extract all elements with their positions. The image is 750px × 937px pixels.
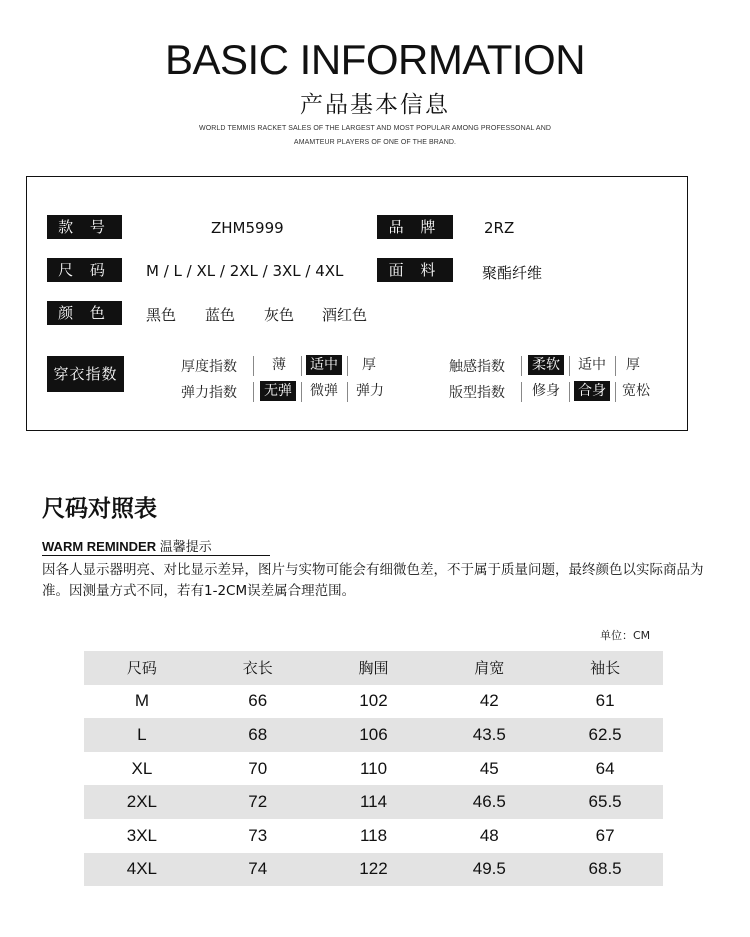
divider xyxy=(42,555,270,556)
divider xyxy=(521,356,522,376)
index-name: 厚度指数 xyxy=(181,359,237,375)
divider xyxy=(301,356,302,376)
size-label: 尺 码 xyxy=(47,258,122,282)
table-cell: 3XL xyxy=(126,825,158,845)
table-cell: 49.5 xyxy=(472,859,506,879)
divider xyxy=(347,382,348,402)
index-option: 厚 xyxy=(362,357,376,373)
table-cell: 2XL xyxy=(126,792,158,812)
table-row xyxy=(84,718,663,752)
index-option: 弹力 xyxy=(356,383,384,399)
table-cell: 73 xyxy=(248,825,268,845)
divider xyxy=(615,382,616,402)
index-option: 薄 xyxy=(272,357,286,373)
table-row xyxy=(84,785,663,819)
page-title: BASIC INFORMATION xyxy=(164,36,586,83)
table-cell: 64 xyxy=(595,758,615,778)
table-header-cell: 肩宽 xyxy=(474,659,505,678)
fabric-value: 聚酯纤维 xyxy=(482,264,543,282)
color-option: 酒红色 xyxy=(322,306,368,324)
warm-reminder-cn: 温馨提示 xyxy=(159,540,212,555)
divider xyxy=(301,382,302,402)
color-label: 颜 色 xyxy=(47,301,122,325)
table-cell: 65.5 xyxy=(588,792,622,812)
table-cell: 68.5 xyxy=(588,859,622,879)
size-chart-title: 尺码对照表 xyxy=(42,496,157,522)
index-option: 厚 xyxy=(626,357,640,373)
index-name: 弹力指数 xyxy=(181,385,237,401)
table-cell: 45 xyxy=(479,758,499,778)
divider xyxy=(253,382,254,402)
index-option: 修身 xyxy=(532,383,560,399)
warm-reminder-en: WARM REMINDER xyxy=(42,539,157,554)
notice-text: 因各人显示器明亮、对比显示差异，图片与实物可能会有细微色差，不于属于质量问题，最终颜色以实际商品为准。因测量方式不同，若有1-2CM误差属合理范围。 xyxy=(42,562,704,599)
table-header-row xyxy=(84,651,663,685)
table-cell: 122 xyxy=(359,859,388,879)
index-option-selected: 适中 xyxy=(306,355,342,375)
table-row xyxy=(84,752,663,786)
index-name: 触感指数 xyxy=(449,359,505,375)
unit-label: 单位：CM xyxy=(600,629,651,642)
index-option: 微弹 xyxy=(310,383,338,399)
index-option: 适中 xyxy=(578,357,606,373)
tagline-line-1: WORLD TEMMIS RACKET SALES OF THE LARGEST AND MOST POPULAR AMONG PROFESSONAL AND xyxy=(198,125,551,132)
page-subtitle: 产品基本信息 xyxy=(300,92,450,118)
index-option-selected: 柔软 xyxy=(528,355,564,375)
table-cell: 114 xyxy=(359,792,388,812)
divider xyxy=(569,356,570,376)
table-cell: 70 xyxy=(248,758,268,778)
table-header-cell: 袖长 xyxy=(590,659,621,678)
table-cell: 118 xyxy=(359,825,388,845)
table-cell: 42 xyxy=(479,691,499,711)
tagline-line-2: AMAMTEUR PLAYERS OF ONE OF THE BRAND. xyxy=(293,139,457,146)
table-cell: 72 xyxy=(248,792,268,812)
table-row xyxy=(84,853,663,887)
brand-value: 2RZ xyxy=(484,219,515,237)
index-option: 宽松 xyxy=(622,383,650,399)
index-name: 版型指数 xyxy=(449,385,505,401)
index-option-selected: 合身 xyxy=(574,381,610,401)
color-option: 蓝色 xyxy=(205,306,236,324)
table-cell: 66 xyxy=(248,691,268,711)
table-cell: 102 xyxy=(359,691,388,711)
table-cell: 62.5 xyxy=(588,724,622,744)
table-cell: 61 xyxy=(595,691,615,711)
size-value: M / L / XL / 2XL / 3XL / 4XL xyxy=(146,262,344,280)
warm-reminder xyxy=(42,536,212,555)
table-cell: 46.5 xyxy=(472,792,506,812)
index-option-selected: 无弹 xyxy=(260,381,296,401)
divider xyxy=(615,356,616,376)
table-cell: 4XL xyxy=(126,859,158,879)
table-cell: L xyxy=(137,724,147,744)
divider xyxy=(253,356,254,376)
table-cell: 48 xyxy=(479,825,499,845)
table-row xyxy=(84,819,663,853)
table-header-cell: 胸围 xyxy=(358,659,389,678)
table-header-cell: 尺码 xyxy=(126,659,157,678)
fabric-label: 面 料 xyxy=(377,258,453,282)
size-table xyxy=(84,651,663,886)
table-cell: M xyxy=(134,691,149,711)
table-cell: 67 xyxy=(595,825,615,845)
table-cell: 106 xyxy=(359,724,388,744)
divider xyxy=(521,382,522,402)
color-option: 黑色 xyxy=(146,306,177,324)
table-cell: 74 xyxy=(248,859,268,879)
table-cell: 68 xyxy=(248,724,268,744)
table-header-cell: 衣长 xyxy=(242,659,273,678)
brand-label: 品 牌 xyxy=(377,215,453,239)
model-label: 款 号 xyxy=(47,215,122,239)
color-option: 灰色 xyxy=(264,306,295,324)
model-value: ZHM5999 xyxy=(211,219,284,237)
table-cell: 43.5 xyxy=(472,724,506,744)
wear-index-label: 穿衣指数 xyxy=(47,356,124,392)
divider xyxy=(569,382,570,402)
divider xyxy=(347,356,348,376)
table-cell: XL xyxy=(131,758,153,778)
table-cell: 110 xyxy=(359,758,388,778)
table-row xyxy=(84,685,663,719)
